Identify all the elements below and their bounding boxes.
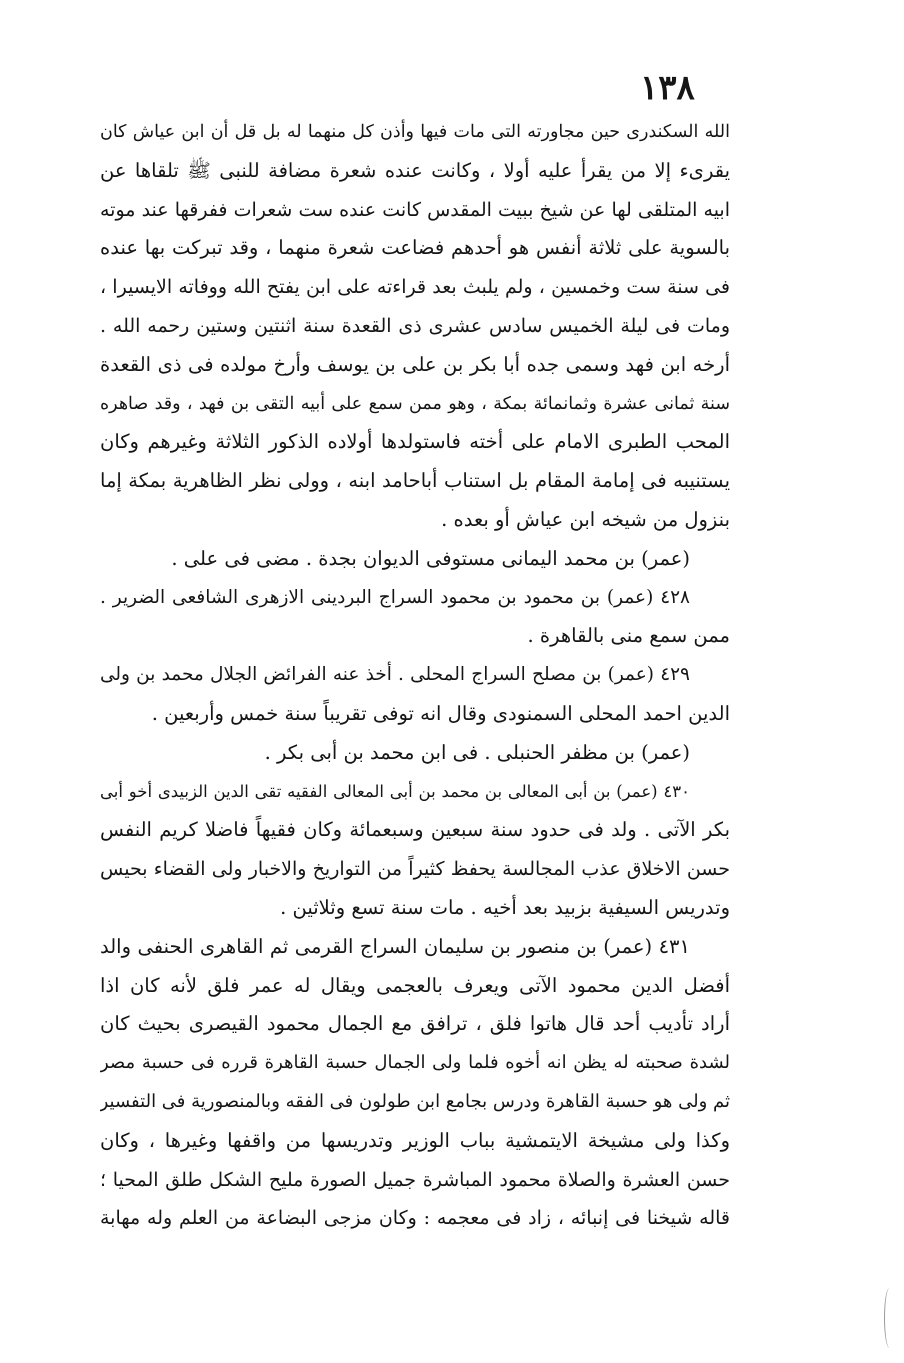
- text-line: أفضل الدين محمود الآتى ويعرف بالعجمى ويقال له عمر فلق لأنه كان اذا: [100, 973, 730, 997]
- text-line: بنزول من شيخه ابن عياش أو بعده .: [441, 507, 730, 531]
- entry-line: ٤٢٨ (عمر) بن محمود بن محمود السراج البردينى الازهرى الشافعى الضرير .: [100, 586, 690, 608]
- text-line: يقرىء إلا من يقرأ عليه أولا ، وكانت عنده شعرة مضافة للنبى ﷺ تلقاها عن: [100, 158, 730, 182]
- entry-line: (عمر) بن مظفر الحنبلى . فى ابن محمد بن أبى بكر .: [264, 740, 690, 764]
- text-line: بالسوية على ثلاثة أنفس هو أحدهم فضاعت شعرة منهما ، وقد تبركت بها عنده: [100, 236, 730, 260]
- text-line: وكذا ولى مشيخة الايتمشية بباب الوزير وتدريسها من واقفها وغيرها ، وكان: [100, 1128, 730, 1152]
- page-number: ١٣٨: [640, 68, 695, 108]
- text-line: ابيه المتلقى لها عن شيخ ببيت المقدس كانت عنده ست شعرات ففرقها عند موته: [100, 198, 730, 221]
- text-line: سنة ثمانى عشرة وثمانمائة بمكة ، وهو ممن سمع على أبيه التقى بن فهد ، وقد صاهره: [100, 393, 730, 414]
- text-line: ومات فى ليلة الخميس سادس عشرى ذى القعدة سنة اثنتين وستين رحمه الله .: [100, 314, 730, 337]
- text-line: قاله شيخنا فى إنبائه ، زاد فى معجمه : وكان مزجى البضاعة من العلم وله مهابة: [100, 1207, 730, 1230]
- entry-line: ٤٣١ (عمر) بن منصور بن سليمان السراج القرمى ثم القاهرى الحنفى والد: [100, 934, 690, 958]
- text-line: وتدريس السيفية بزبيد بعد أخيه . مات سنة تسع وثلاثين .: [280, 895, 730, 919]
- text-line: الله السكندرى حين مجاورته التى مات فيها وأذن كل منهما له بل قل أن ابن عياش كان: [100, 122, 730, 142]
- text-line: المحب الطبرى الامام على أخته فاستولدها أولاده الذكور الثلاثة وغيرهم وكان: [100, 430, 730, 454]
- text-line: ممن سمع منى بالقاهرة .: [527, 624, 730, 648]
- text-line: يستنيبه فى إمامة المقام بل استناب أباحامد ابنه ، وولى نظر الظاهرية بمكة إما: [100, 469, 730, 493]
- text-line: حسن العشرة والصلاة محمود المباشرة جميل الصورة مليح الشكل طلق المحيا ؛: [100, 1168, 730, 1191]
- text-line: أراد تأديب أحد قال هاتوا فلق ، ترافق مع الجمال محمود القيصرى بحيث كان: [100, 1012, 730, 1036]
- entry-line: ٤٢٩ (عمر) بن مصلح السراج المحلى . أخذ عنه الفرائض الجلال محمد بن ولى: [100, 664, 690, 686]
- entry-line: ٤٣٠ (عمر) بن أبى المعالى بن محمد بن أبى المعالى الفقيه تقى الدين الزبيدى أخو أبى: [100, 781, 690, 801]
- text-line: بكر الآتى . ولد فى حدود سنة سبعين وسبعمائة وكان فقيهاً فاضلا كريم النفس: [100, 818, 730, 842]
- text-line: فى سنة ست وخمسين ، ولم يلبث بعد قراءته على ابن يفتح الله ووفاته الايسيرا ،: [100, 276, 730, 299]
- entry-line: (عمر) بن محمد اليمانى مستوفى الديوان بجدة . مضى فى على .: [171, 546, 690, 570]
- page-edge-mark: [884, 1288, 895, 1348]
- text-line: أرخه ابن فهد وسمى جده أبا بكر بن على بن يوسف وأرخ مولده فى ذى القعدة: [100, 352, 730, 376]
- text-line: حسن الاخلاق عذب المجالسة يحفظ كثيراً من التواريخ والاخبار ولى القضاء بحيس: [100, 858, 730, 881]
- text-line: لشدة صحبته له يظن انه أخوه فلما ولى الجمال حسبة القاهرة قرره فى حسبة مصر: [100, 1052, 730, 1074]
- text-body: [100, 113, 730, 1238]
- text-line: الدين احمد المحلى السمنودى وقال انه توفى تقريباً سنة خمس وأربعين .: [151, 701, 730, 725]
- text-line: ثم ولى هو حسبة القاهرة ودرس بجامع ابن طولون فى الفقه وبالمنصورية فى التفسير: [100, 1090, 730, 1112]
